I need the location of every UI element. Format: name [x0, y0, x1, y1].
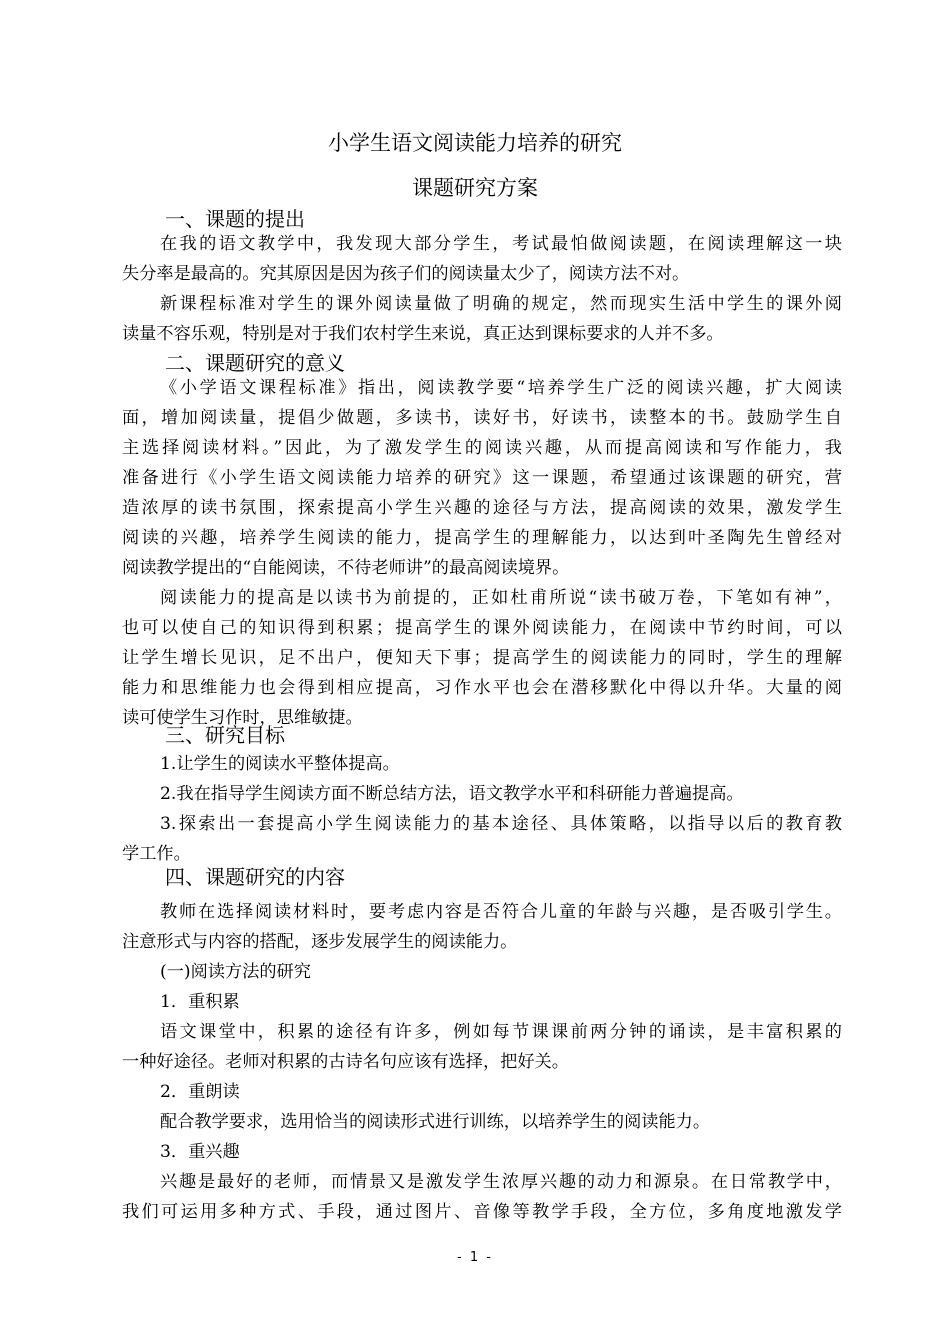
paragraph-line: 注意形式与内容的搭配，逐步发展学生的阅读能力。: [122, 932, 518, 952]
list-item: 3．重兴趣: [160, 1142, 240, 1162]
list-item: 2．重朗读: [160, 1082, 240, 1102]
list-item: 3.探索出一套提高小学生阅读能力的基本途径、具体策略，以指导以后的教育教: [160, 814, 842, 834]
paragraph-line: 阅读能力的提高是以读书为前提的，正如杜甫所说“读书破万卷，下笔如有神”，: [160, 588, 842, 608]
document-title: 小学生语文阅读能力培养的研究: [328, 131, 622, 155]
paragraph-line: 一种好途径。老师对积累的古诗名句应该有选择，把好关。: [122, 1052, 569, 1072]
paragraph-line: 读量不容乐观，特别是对于我们农村学生来说，真正达到课标要求的人并不多。: [122, 324, 724, 344]
section-heading-2: 二、课题研究的意义: [165, 351, 345, 375]
paragraph-line: 在我的语文教学中，我发现大部分学生，考试最怕做阅读题，在阅读理解这一块: [160, 234, 842, 254]
paragraph-line: 新课程标准对学生的课外阅读量做了明确的规定，然而现实生活中学生的课外阅: [160, 294, 842, 314]
paragraph-line: 《小学语文课程标准》指出，阅读教学要“培养学生广泛的阅读兴趣，扩大阅读: [160, 378, 842, 398]
section-heading-4: 四、课题研究的内容: [165, 865, 345, 889]
paragraph-line: 面，增加阅读量，提倡少做题，多读书，读好书，好读书，读整本的书。鼓励学生自: [122, 408, 842, 428]
paragraph-line: 失分率是最高的。究其原因是因为孩子们的阅读量太少了，阅读方法不对。: [122, 264, 690, 284]
list-item: 1．重积累: [160, 992, 240, 1012]
paragraph-line: 学工作。: [122, 844, 191, 864]
paragraph-line: 准备进行《小学生语文阅读能力培养的研究》这一课题，希望通过该课题的研究，营: [122, 468, 842, 488]
paragraph-line: 造浓厚的读书氛围，探索提高小学生兴趣的途径与方法，提高阅读的效果，激发学生: [122, 498, 842, 518]
list-item: 1.让学生的阅读水平整体提高。: [160, 754, 400, 774]
document-subtitle: 课题研究方案: [412, 176, 538, 200]
paragraph-line: 让学生增长见识，足不出户，便知天下事；提高学生的阅读能力的同时，学生的理解: [122, 648, 842, 668]
paragraph-line: 阅读教学提出的“自能阅读，不待老师讲”的最高阅读境界。: [122, 558, 570, 578]
subsection-heading: (一)阅读方法的研究: [160, 962, 311, 982]
paragraph-line: 能力和思维能力也会得到相应提高，习作水平也会在潜移默化中得以升华。大量的阅: [122, 678, 842, 698]
paragraph-line: 也可以使自己的知识得到积累；提高学生的课外阅读能力，在阅读中节约时间，可以: [122, 618, 842, 638]
paragraph-line: 语文课堂中，积累的途径有许多，例如每节课课前两分钟的诵读，是丰富积累的: [160, 1022, 842, 1042]
section-heading-1: 一、课题的提出: [165, 207, 305, 231]
section-heading-3: 三、研究目标: [165, 723, 285, 747]
paragraph-line: 我们可运用多种方式、手段，通过图片、音像等教学手段，全方位，多角度地激发学: [122, 1202, 842, 1222]
page-number: - 1 -: [457, 1250, 493, 1265]
paragraph-line: 兴趣是最好的老师，而情景又是激发学生浓厚兴趣的动力和源泉。在日常教学中，: [160, 1172, 842, 1192]
paragraph-line: 读可使学生习作时，思维敏捷。: [122, 708, 363, 728]
paragraph-line: 教师在选择阅读材料时，要考虑内容是否符合儿童的年龄与兴趣，是否吸引学生。: [160, 902, 842, 922]
list-item: 2.我在指导学生阅读方面不断总结方法，语文教学水平和科研能力普遍提高。: [160, 784, 744, 804]
paragraph-line: 阅读的兴趣，培养学生阅读的能力，提高学生的理解能力，以达到叶圣陶先生曾经对: [122, 528, 842, 548]
paragraph-line: 主选择阅读材料。”因此，为了激发学生的阅读兴趣，从而提高阅读和写作能力，我: [122, 438, 842, 458]
paragraph-line: 配合教学要求，选用恰当的阅读形式进行训练，以培养学生的阅读能力。: [160, 1112, 711, 1132]
